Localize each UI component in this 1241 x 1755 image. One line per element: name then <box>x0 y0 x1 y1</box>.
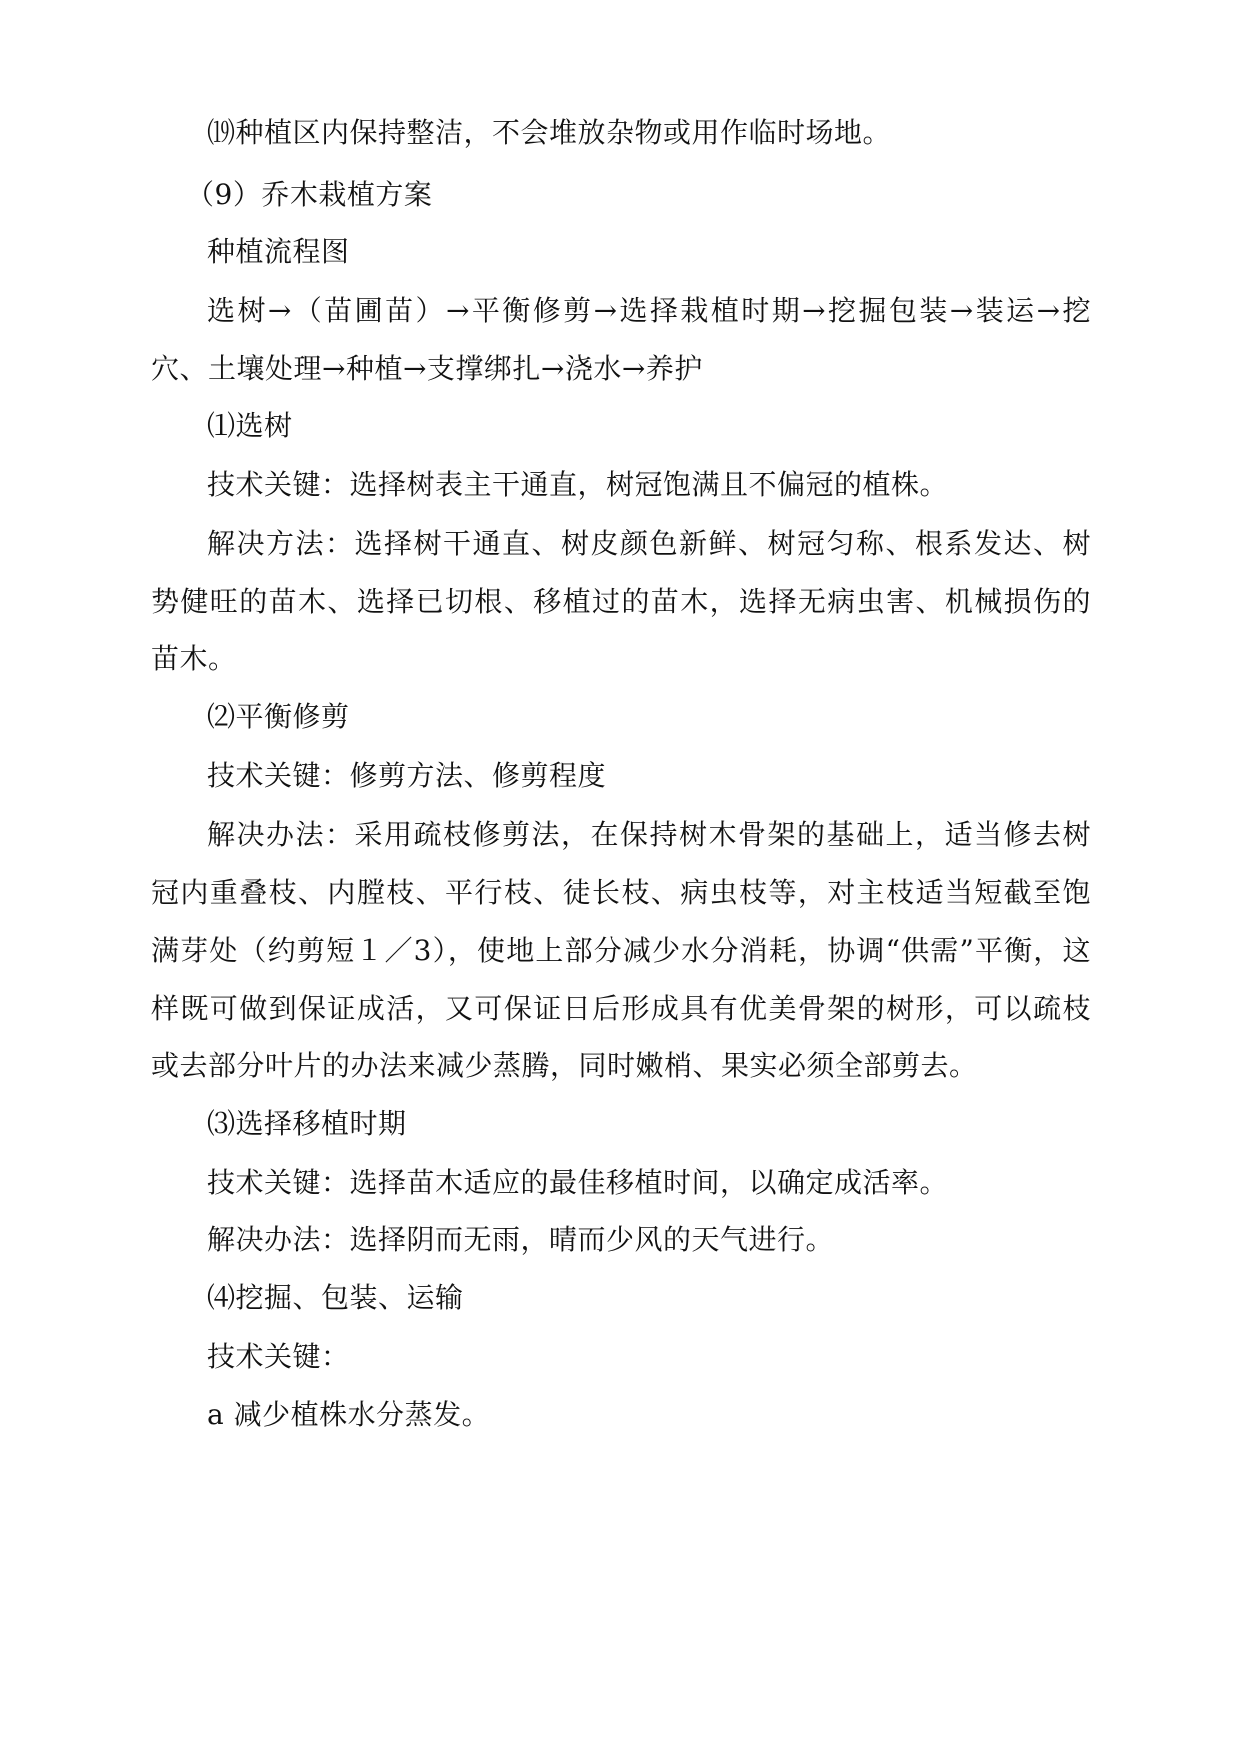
item-heading: ⑵平衡修剪 <box>207 700 350 733</box>
paragraph-line: 势健旺的苗木、选择已切根、移植过的苗木，选择无病虫害、机械损伤的 <box>151 585 1091 618</box>
paragraph-line: 解决方法：选择树干通直、树皮颜色新鲜、树冠匀称、根系发达、树 <box>207 527 1091 560</box>
subheading: 种植流程图 <box>207 235 350 268</box>
paragraph-line: 苗木。 <box>151 642 237 675</box>
paragraph-line: 选树→（苗圃苗）→平衡修剪→选择栽植时期→挖掘包装→装运→挖 <box>207 294 1091 327</box>
paragraph-line: 满芽处（约剪短１／3），使地上部分减少水分消耗，协调“供需”平衡，这 <box>151 934 1091 967</box>
paragraph-line: 冠内重叠枝、内膛枝、平行枝、徒长枝、病虫枝等，对主枝适当短截至饱 <box>151 876 1091 909</box>
paragraph-line: 技术关键：选择苗木适应的最佳移植时间，以确定成活率。 <box>207 1166 949 1199</box>
paragraph-line: 解决办法：选择阴而无雨，晴而少风的天气进行。 <box>207 1223 835 1256</box>
paragraph-line: 或去部分叶片的办法来减少蒸腾，同时嫩梢、果实必须全部剪去。 <box>151 1049 978 1082</box>
paragraph-line: a 减少植株水分蒸发。 <box>207 1398 491 1431</box>
paragraph-line: 解决办法：采用疏枝修剪法，在保持树木骨架的基础上，适当修去树 <box>207 818 1091 851</box>
item-heading: ⑴选树 <box>207 409 293 442</box>
paragraph-line: 技术关键： <box>207 1340 350 1373</box>
item-heading: ⑶选择移植时期 <box>207 1107 407 1140</box>
paragraph-line: 技术关键：选择树表主干通直，树冠饱满且不偏冠的植株。 <box>207 468 949 501</box>
paragraph-line: 样既可做到保证成活，又可保证日后形成具有优美骨架的树形，可以疏枝 <box>151 992 1091 1025</box>
section-heading: （9）乔木栽植方案 <box>186 178 433 211</box>
paragraph-line: ⒆种植区内保持整洁，不会堆放杂物或用作临时场地。 <box>207 116 892 149</box>
item-heading: ⑷挖掘、包装、运输 <box>207 1281 464 1314</box>
paragraph-line: 技术关键：修剪方法、修剪程度 <box>207 759 607 792</box>
paragraph-line: 穴、土壤处理→种植→支撑绑扎→浇水→养护 <box>151 352 703 385</box>
